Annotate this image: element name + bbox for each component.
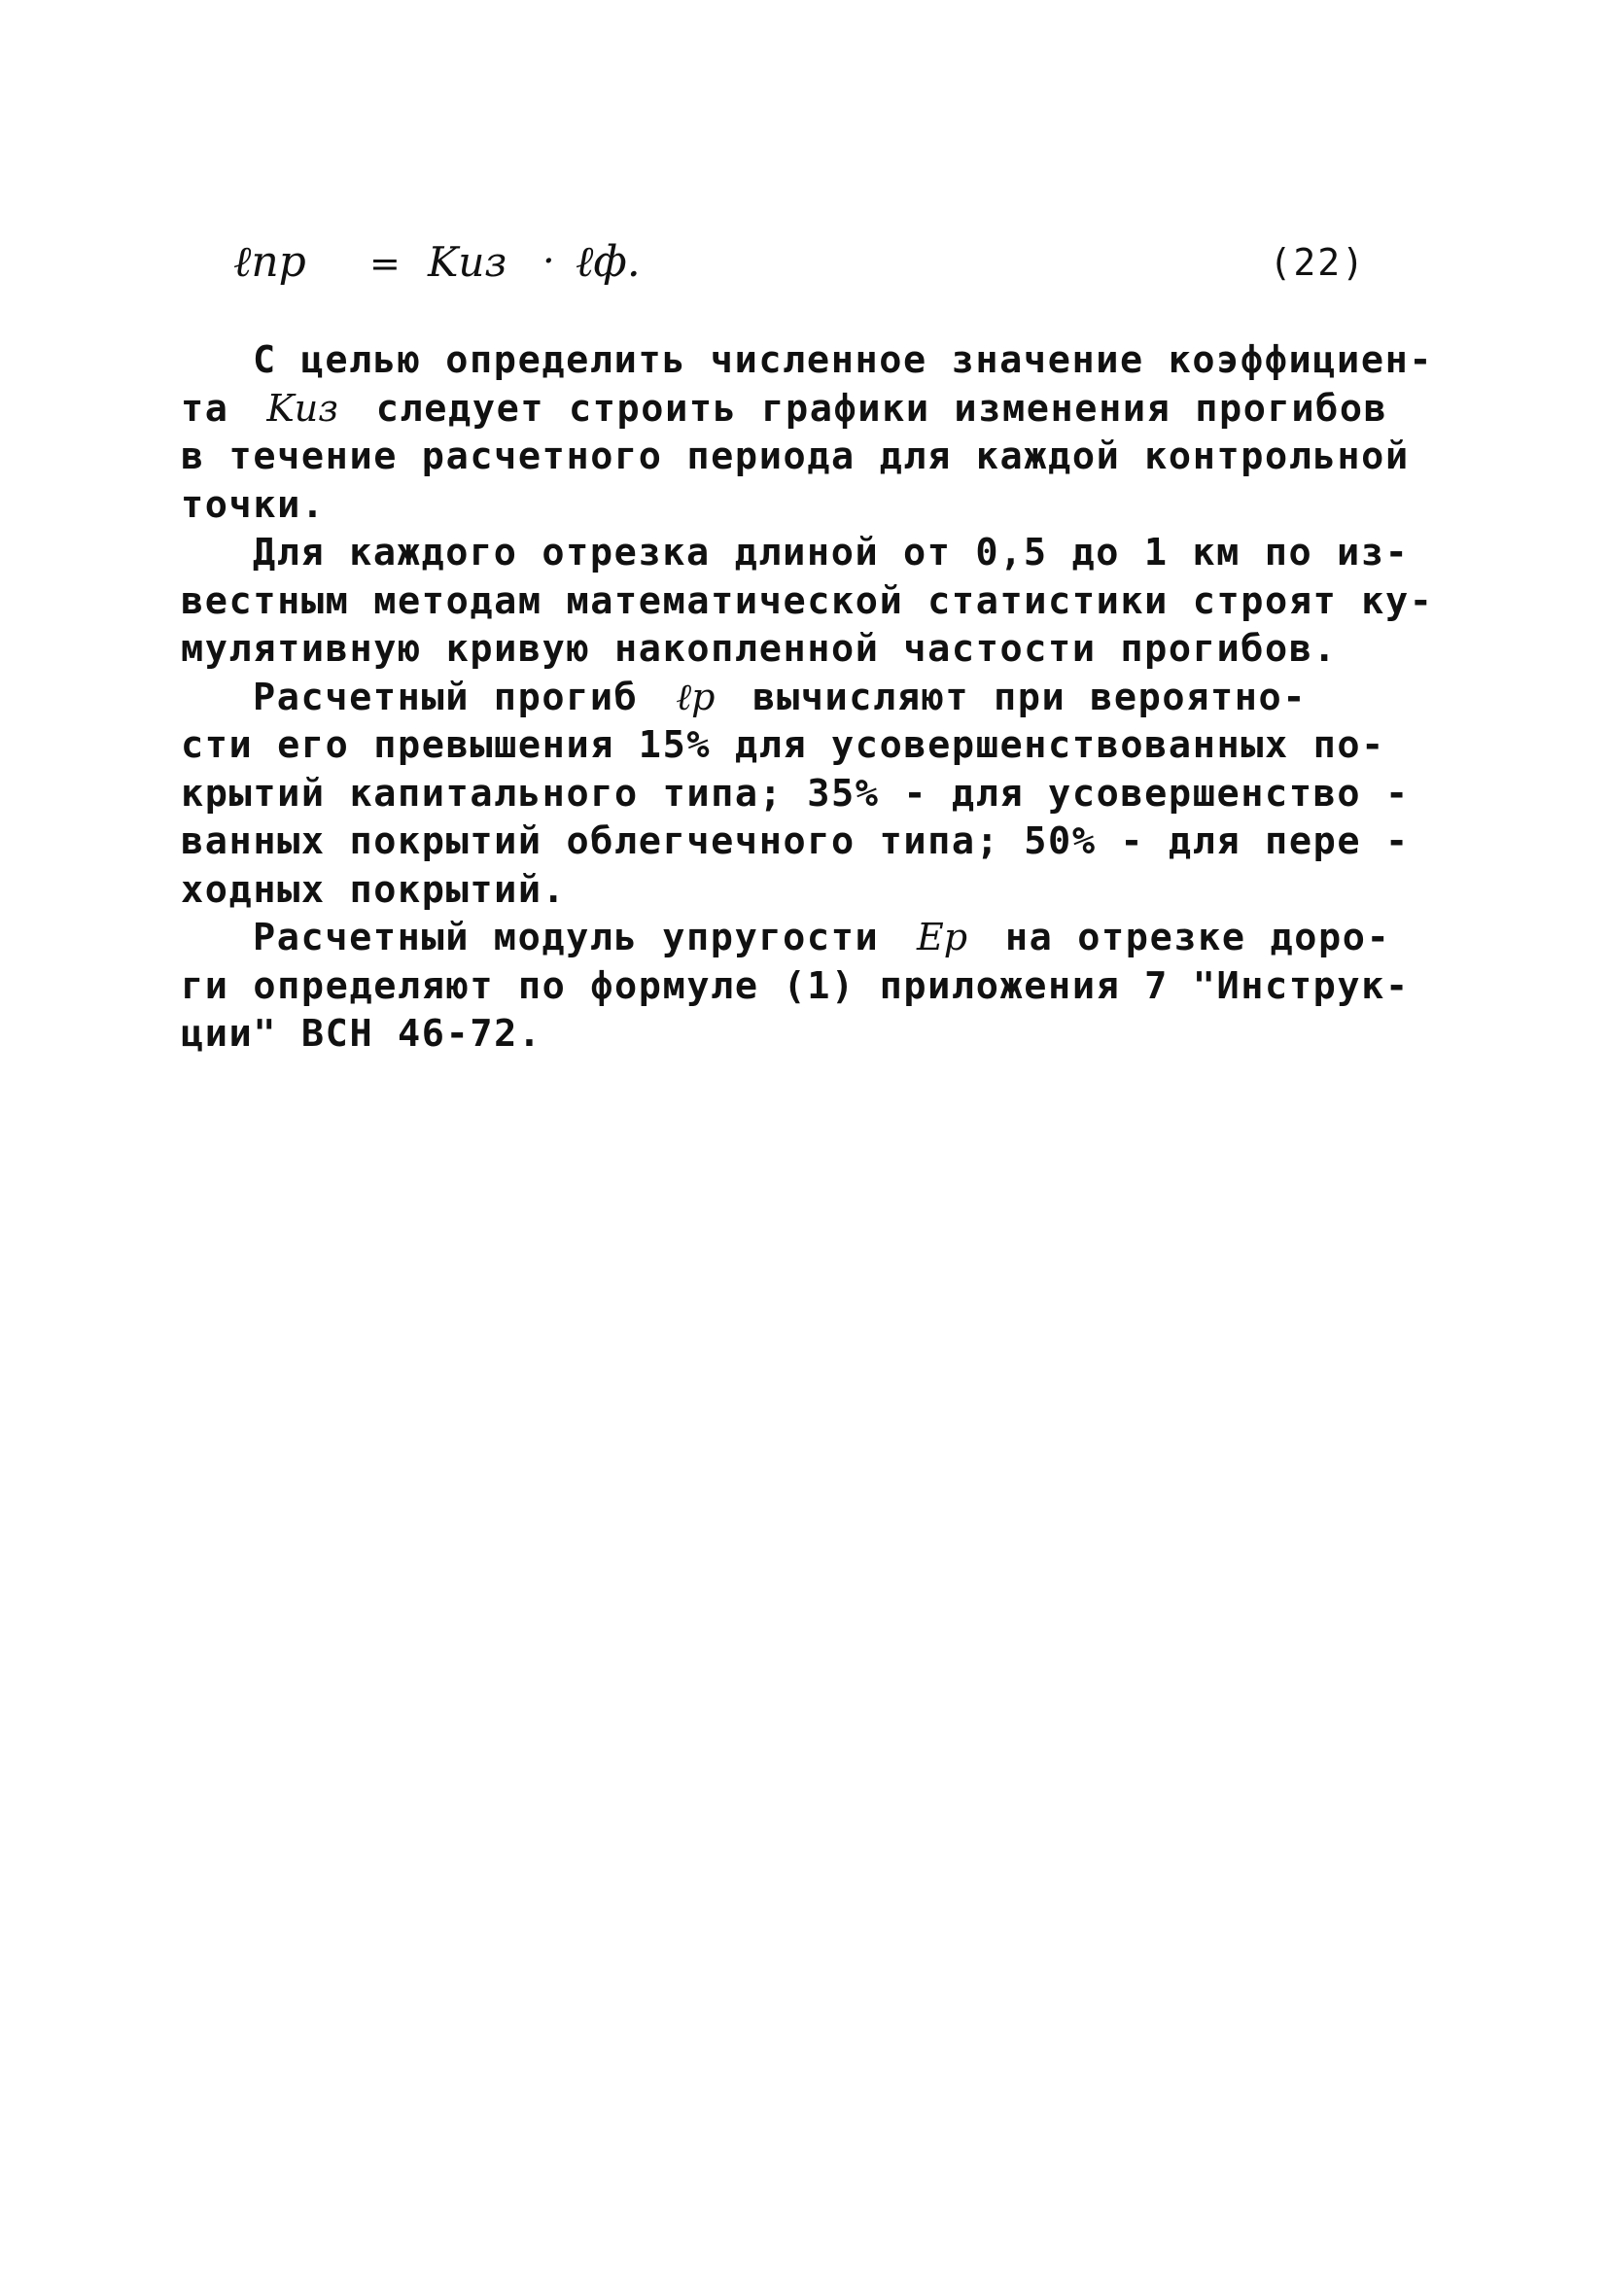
text-line: сти его превышения 15% для усовершенствованных по- [181, 723, 1385, 767]
inline-symbol: Eр [917, 916, 968, 958]
text-fragment: Расчетный прогиб [253, 675, 663, 719]
formula-lhs: ℓпр [233, 237, 306, 287]
text-line: ги определяют по формуле (1) приложения 7 "Инструк- [181, 963, 1410, 1008]
formula-handwritten [233, 226, 914, 313]
text-line [181, 385, 1425, 434]
inline-symbol: Kиз [266, 386, 338, 430]
inline-symbol: ℓр [676, 675, 716, 718]
text-line: С целью определить численное значение коэффициен- [253, 338, 1434, 382]
text-line: крытий капитального типа; 35% - для усовершенство - [181, 771, 1410, 816]
formula-dot: · [542, 239, 555, 284]
paragraph [181, 529, 1434, 674]
text-line: в течение расчетного периода для каждой контрольной [181, 435, 1410, 478]
formula-22 [233, 226, 1419, 313]
text-fragment: следует строить графики изменения прогибов [351, 386, 1388, 431]
text-fragment: вычисляют при вероятно- [728, 675, 1308, 719]
text-line: мулятивную кривую накопленной частости прогибов. [181, 627, 1338, 671]
formula-k: Kиз [428, 238, 507, 286]
formula-rhs: ℓф. [576, 237, 641, 287]
text-line [181, 914, 1425, 962]
paragraph [181, 674, 1425, 915]
text-line [181, 674, 1425, 722]
text-line: ванных покрытий облегчечного типа; 50% - для пере - [181, 819, 1410, 863]
paragraph [181, 336, 1434, 529]
paragraph [181, 914, 1425, 1059]
text-line: Для каждого отрезка длиной от 0,5 до 1 км по из- [253, 531, 1410, 574]
formula-equals: = [369, 242, 401, 285]
body-text [181, 336, 1434, 1059]
text-fragment: на отрезке доро- [981, 916, 1391, 959]
text-line: ходных покрытий. [181, 867, 567, 912]
formula-number: (22) [1269, 241, 1366, 284]
text-fragment: та [181, 386, 254, 431]
text-line: ции" ВСН 46-72. [181, 1012, 542, 1056]
text-fragment: Расчетный модуль упругости [253, 916, 904, 959]
text-line: точки. [181, 482, 326, 527]
text-line: вестным методам математической статистики строят ку- [181, 578, 1434, 623]
